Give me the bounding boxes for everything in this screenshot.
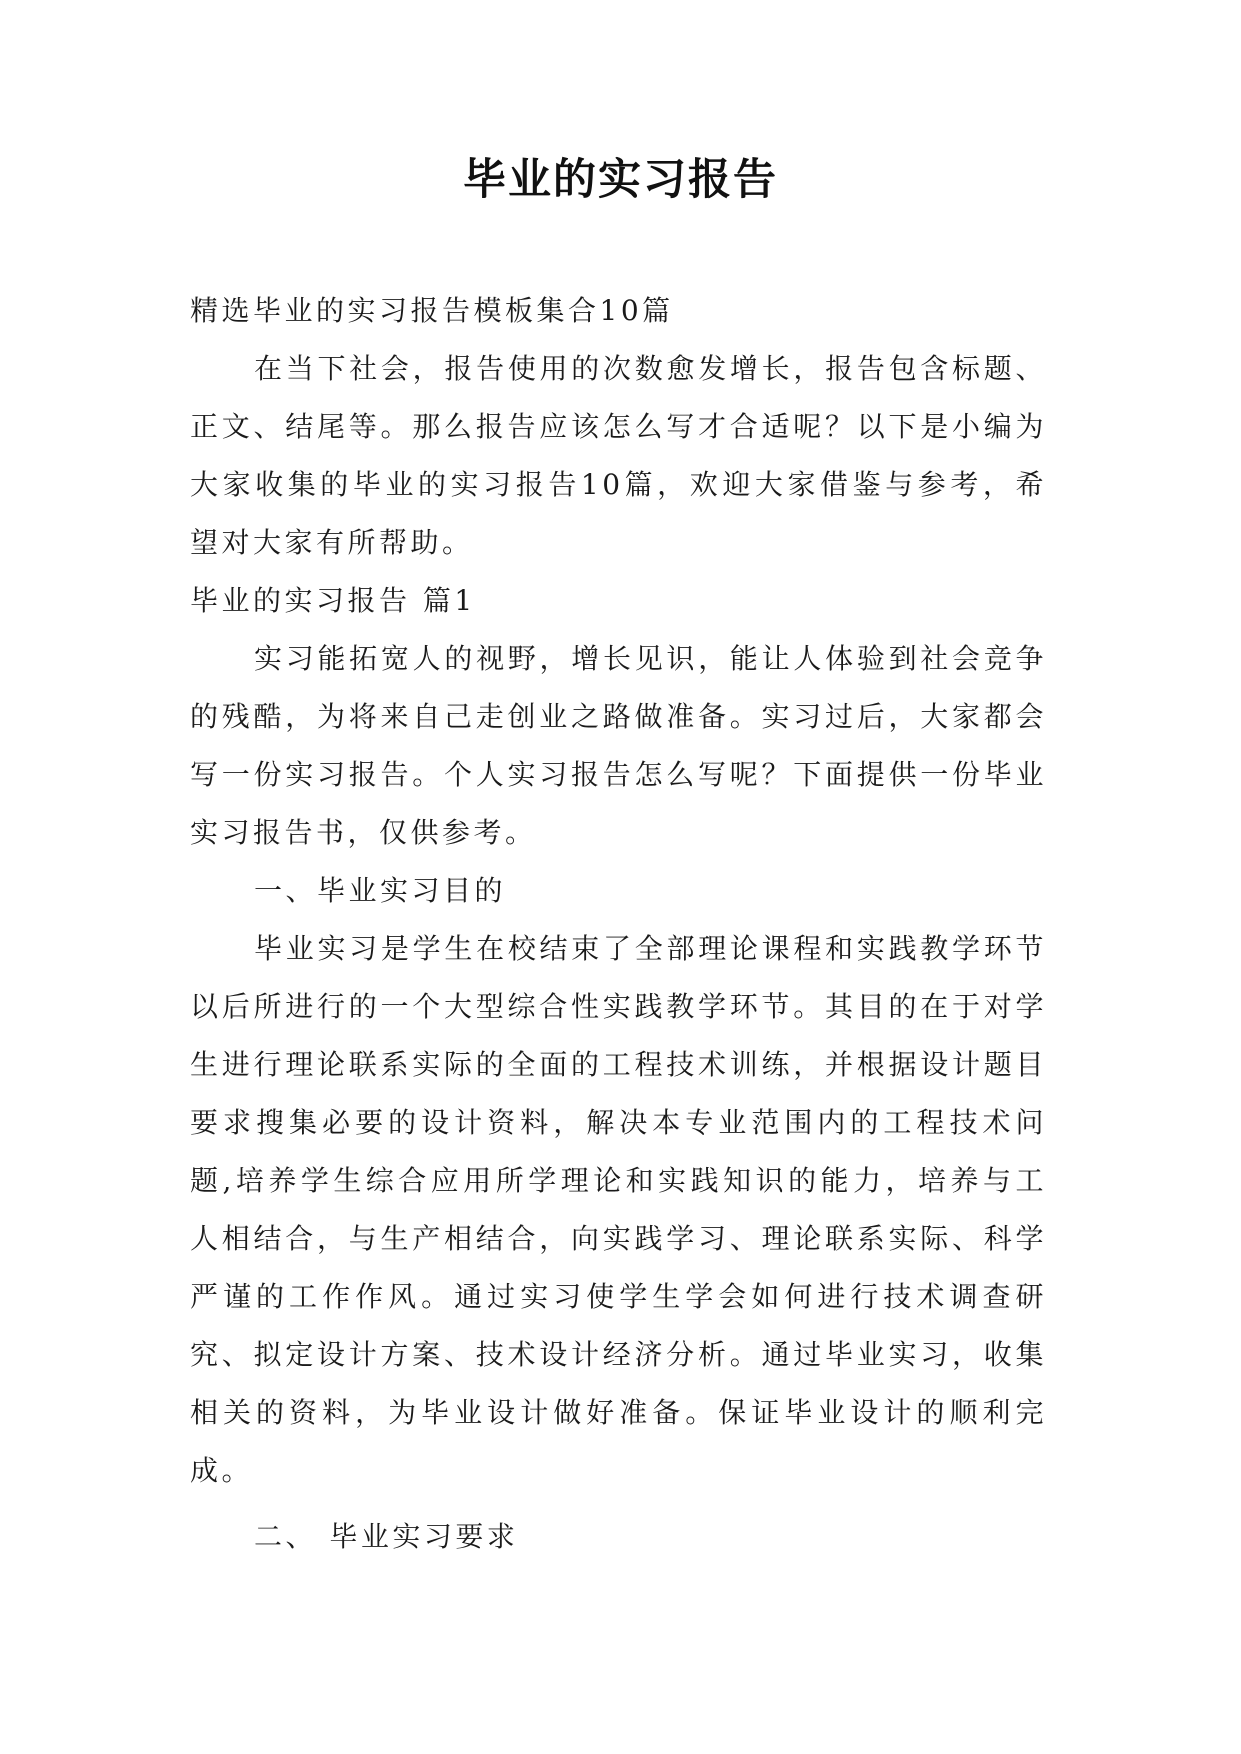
document-body [190, 282, 1047, 1566]
article-heading: 毕业的实习报告 篇1 [190, 584, 476, 617]
section-heading-requirements: 二、 毕业实习要求 [254, 1520, 519, 1553]
section-body-purpose: 毕业实习是学生在校结束了全部理论课程和实践教学环节以后所进行的一个大型综合性实践教学环节。其目的在于对学生进行理论联系实际的全面的工程技术训练，并根据设计题目要求搜集必要的设计资料，解决本专业范围内的工程技术问题,培养学生综合应用所学理论和实践知识的能力，培养与工人相结合，与生产相结合，向实践学习、理论联系实际、科学严谨的工作作风。通过实习使学生学会如何进行技术调查研究、拟定设计方案、技术设计经济分析。通过毕业实习，收集相关的资料，为毕业设计做好准备。保证毕业设计的顺利完成。 [190, 932, 1047, 1487]
article-intro-paragraph: 实习能拓宽人的视野，增长见识，能让人体验到社会竞争的残酷，为将来自己走创业之路做准备。实习过后，大家都会写一份实习报告。个人实习报告怎么写呢？下面提供一份毕业实习报告书，仅供参考。 [190, 642, 1047, 849]
document-subtitle: 精选毕业的实习报告模板集合10篇 [190, 294, 674, 327]
intro-paragraph: 在当下社会，报告使用的次数愈发增长，报告包含标题、正文、结尾等。那么报告应该怎么写才合适呢？以下是小编为大家收集的毕业的实习报告10篇，欢迎大家借鉴与参考，希望对大家有所帮助。 [190, 352, 1047, 559]
document-title: 毕业的实习报告 [463, 155, 778, 205]
section-heading-purpose: 一、毕业实习目的 [254, 874, 507, 907]
